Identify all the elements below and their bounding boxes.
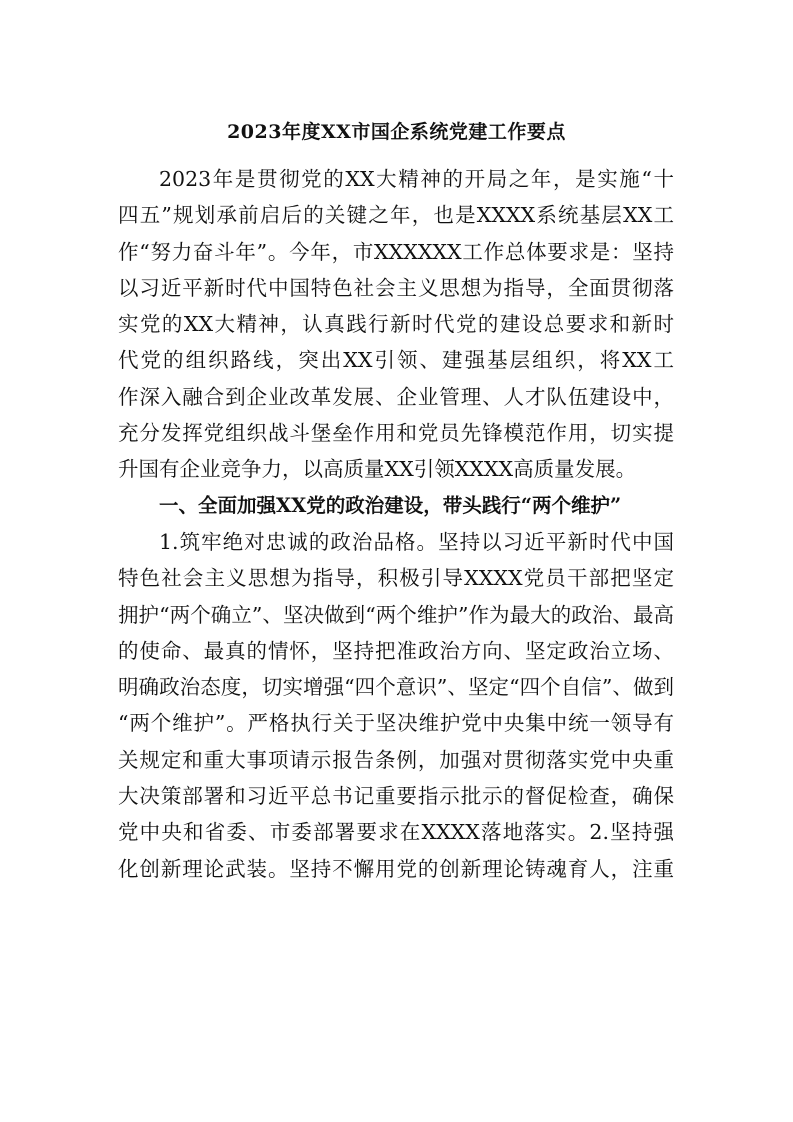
paragraph-line: 特色社会主义思想为指导，积极引导XXXX党员干部把坚定 (118, 566, 674, 591)
paragraph-line: 四五”规划承前启后的关键之年，也是XXXX系统基层XX工 (118, 203, 674, 228)
paragraph-line: 充分发挥党组织战斗堡垒作用和党员先锋模范作用，切实提 (118, 421, 674, 446)
paragraph-line: 作深入融合到企业改革发展、企业管理、人才队伍建设中， (118, 384, 674, 409)
document-title: 2023年度XX市国企系统党建工作要点 (227, 121, 566, 143)
paragraph-line: 关规定和重大事项请示报告条例，加强对贯彻落实党中央重 (118, 747, 674, 772)
paragraph-line: 党中央和省委、市委部署要求在XXXX落地落实。2.坚持强 (118, 820, 674, 845)
paragraph-line: 作“努力奋斗年”。今年，市XXXXXX工作总体要求是：坚持 (118, 239, 674, 264)
paragraph-line: 明确政治态度，切实增强“四个意识”、坚定“四个自信”、做到 (118, 675, 674, 700)
paragraph-line: 实党的XX大精神，认真践行新时代党的建设总要求和新时 (118, 312, 674, 337)
paragraph-line: 大决策部署和习近平总书记重要指示批示的督促检查，确保 (118, 784, 674, 809)
paragraph-line: 化创新理论武装。坚持不懈用党的创新理论铸魂育人，注重 (118, 856, 674, 881)
section-heading: 一、全面加强XX党的政治建设，带头践行“两个维护” (159, 493, 622, 517)
paragraph-line: 2023年是贯彻党的XX大精神的开局之年，是实施“十 (159, 167, 674, 191)
paragraph-line: “两个维护”。严格执行关于坚决维护党中央集中统一领导有 (118, 711, 674, 736)
paragraph-line: 拥护“两个确立”、坚决做到“两个维护”作为最大的政治、最高 (118, 602, 674, 627)
document-body (118, 161, 674, 887)
paragraph-line: 升国有企业竞争力，以高质量XX引领XXXX高质量发展。 (118, 457, 637, 482)
paragraph-line: 代党的组织路线，突出XX引领、建强基层组织，将XX工 (118, 348, 674, 373)
paragraph-line: 的使命、最真的情怀，坚持把准政治方向、坚定政治立场、 (118, 638, 674, 663)
paragraph-line: 以习近平新时代中国特色社会主义思想为指导，全面贯彻落 (118, 275, 674, 300)
paragraph-line: 1.筑牢绝对忠诚的政治品格。坚持以习近平新时代中国 (159, 529, 674, 554)
